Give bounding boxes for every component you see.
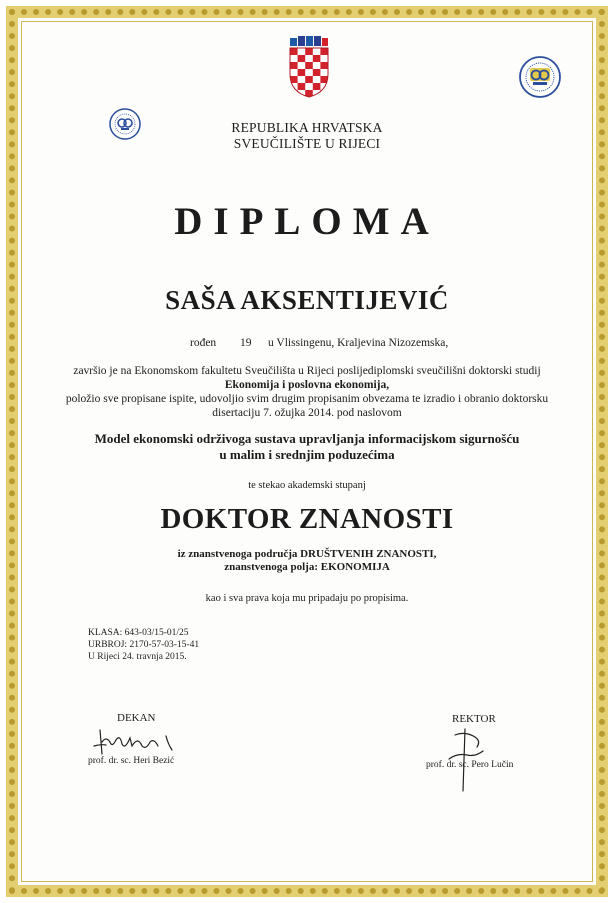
thesis-title-line-2: u malim i srednjim poduzećima: [219, 447, 395, 462]
issue-date: U Rijeci 24. travnja 2015.: [88, 652, 187, 662]
completion-line-3: položio sve propisane ispite, udovoljio svim drugim propisanim obvezama te izradio i obranio doktorsku: [65, 393, 549, 405]
completion-line-4: disertaciju 7. ožujka 2014. pod naslovom: [212, 407, 402, 419]
recipient-name: SAŠA AKSENTIJEVIĆ: [165, 285, 449, 315]
thesis-title: [0, 431, 614, 463]
university-line: SVEUČILIŠTE U RIJECI: [233, 136, 381, 151]
completion-line-1: završio je na Ekonomskom fakultetu Sveučilišta u Rijeci poslijediplomski sveučilišni doktorski studij: [73, 365, 541, 377]
croatian-coat-of-arms-icon: [288, 36, 330, 98]
field-area: iz znanstvenoga područja DRUŠTVENIH ZNANOSTI,: [177, 548, 437, 560]
document-title: DIPLOMA: [174, 200, 440, 243]
reference-block: [88, 627, 199, 663]
urbroj-number: URBROJ: 2170-57-03-15-41: [88, 640, 200, 650]
birth-place: u Vlissingenu, Kraljevina Nizozemska,: [268, 337, 449, 349]
scientific-field: [0, 548, 614, 574]
rights-text: kao i sva prava koja mu pripadaju po propisima.: [205, 593, 409, 604]
dean-title: DEKAN: [117, 712, 156, 724]
rector-title: REKTOR: [452, 713, 496, 725]
study-program: Ekonomija i poslovna ekonomija,: [224, 379, 390, 391]
issuer-header: [0, 120, 614, 152]
university-seal-icon: [519, 56, 561, 98]
degree-title: DOKTOR ZNANOSTI: [160, 503, 454, 535]
birth-label: rođen: [190, 337, 217, 349]
acquired-text: te stekao akademski stupanj: [248, 480, 366, 491]
field-branch: znanstvenoga polja: EKONOMIJA: [224, 561, 390, 573]
dean-name: prof. dr. sc. Heri Bezić: [88, 756, 175, 766]
dean-signature: [92, 724, 184, 758]
birth-year: 19: [240, 337, 252, 349]
completion-text: [0, 364, 614, 420]
rector-name: prof. dr. sc. Pero Lučin: [426, 760, 514, 770]
thesis-title-line-1: Model ekonomski održivoga sustava upravljanja informacijskom sigurnošću: [94, 431, 520, 446]
klasa-number: KLASA: 643-03/15-01/25: [88, 628, 189, 638]
country-line: REPUBLIKA HRVATSKA: [231, 120, 383, 135]
